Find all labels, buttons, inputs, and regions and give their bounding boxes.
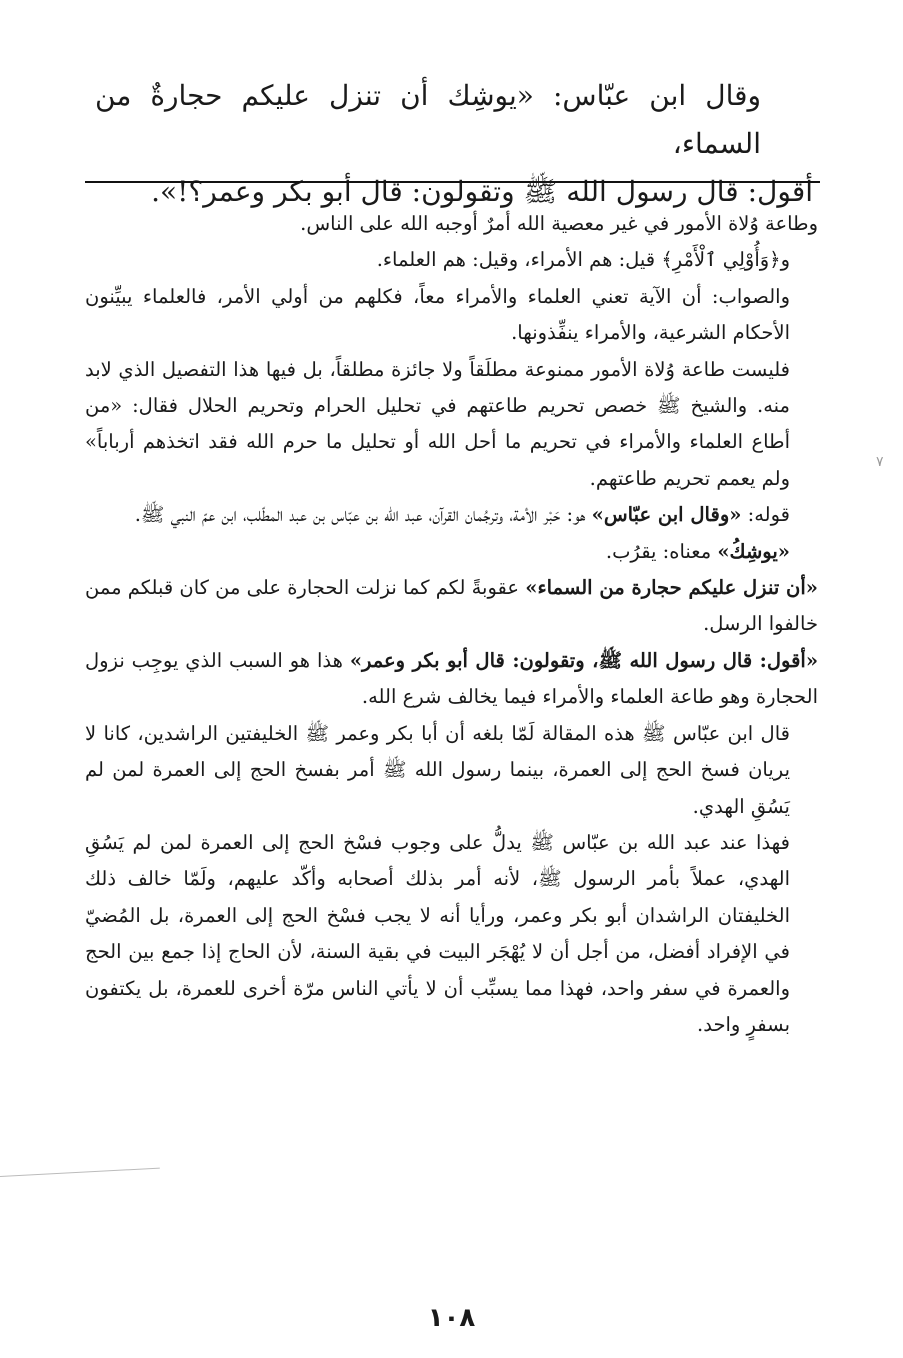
scan-artifact-line	[0, 1168, 160, 1177]
paragraph-6-text: معناه: يقرُب.	[605, 539, 718, 563]
paragraph-7	[85, 570, 818, 643]
margin-annotation: ٧	[876, 454, 884, 470]
paragraph-5-text: هو: حَبْر الأمة، وترجُمان القرآن، عبد الله بن عبّاس بن عبد المطّلب، ابن عمّ النبي ﷺ.	[134, 503, 592, 527]
paragraph-9: قال ابن عبّاس ﷺ هذه المقالة لَمّا بلغه أن أبا بكر وعمر ﷺ الخليفتين الراشدين، كانا لا يريان فسخ الحج إلى العمرة، بينما رسول الله ﷺ أمر بفسخ الحج إلى العمرة لمن لم يَسُقِ الهدي.	[85, 721, 790, 818]
paragraph-2: و﴿وَأُوْلِي ٱلْأَمْرِ﴾ قيل: هم الأمراء، وقيل: هم العلماء.	[376, 248, 790, 272]
commentary-body	[85, 206, 818, 1043]
quote-line-1: وقال ابن عبّاس: «يوشِك أن تنزل عليكم حجارةٌ من السماء،	[95, 79, 761, 160]
quoted-text-block	[95, 72, 813, 216]
paragraph-8-lemma: «أقول: قال رسول الله ﷺ، وتقولون: قال أبو بكر وعمر»	[349, 648, 819, 672]
paragraph-10: فهذا عند عبد الله بن عبّاس ﷺ يدلُّ على وجوب فسْخ الحج إلى العمرة لمن لم يَسُقِ الهدي، عملاً بأمر الرسول ﷺ، لأنه أمر بذلك أصحابه وأكّد عليهم، ولَمّا خالف ذلك الخليفتان الراشدان أبو بكر وعمر، ورأيا أنه لا يجب فسْخ الحج إلى العمرة، بل المُضيّ في الإفراد أفضل، من أجل أن لا يُهْجَر البيت في بقية السنة، لأن الحاج إذا جمع بين الحج والعمرة في سفر واحد، فهذا مما يسبِّب أن لا يأتي الناس مرّة أخرى للعمرة، بل يكتفون بسفرٍ واحد.	[85, 830, 790, 1036]
paragraph-4: فليست طاعة وُلاة الأمور ممنوعة مطلَقاً ولا جائزة مطلقاً، بل فيها هذا التفصيل الذي لابد منه. والشيخ ﷺ خصص تحريم طاعتهم في تحليل الحرام وتحريم الحلال فقال: «من أطاع العلماء والأمراء في تحريم ما أحل الله أو تحليل ما حرم الله فقد اتخذهم أرباباً» ولم يعمم تحريم طاعتهم.	[85, 357, 790, 490]
paragraph-6	[85, 534, 818, 570]
paragraph-7-text: عقوبةً لكم كما نزلت الحجارة على من كان قبلكم ممن خالفوا الرسل.	[85, 576, 818, 636]
quote-line-2: أقول: قال رسول الله ﷺ وتقولون: قال أبو بكر وعمر؟!».	[151, 175, 813, 208]
paragraph-8	[85, 643, 818, 716]
paragraph-5-prefix: قوله:	[741, 503, 790, 527]
page-number: ١٠٨	[427, 1303, 476, 1333]
paragraph-5-lemma: «وقال ابن عبّاس»	[591, 503, 742, 527]
paragraph-6-lemma: «يوشِكُ»	[717, 539, 790, 563]
paragraph-5	[85, 497, 818, 533]
separator-rule	[85, 181, 820, 183]
paragraph-1: وطاعة وُلاة الأمور في غير معصية الله أمرٌ أوجبه الله على الناس.	[300, 212, 818, 235]
paragraph-7-lemma: «أن تنزل عليكم حجارة من السماء»	[525, 576, 818, 600]
paragraph-3: والصواب: أن الآية تعني العلماء والأمراء معاً، فكلهم من أولي الأمر، فالعلماء يبيِّنون الأحكام الشرعية، والأمراء ينفِّذونها.	[85, 284, 790, 345]
paragraph-8-text: هذا هو السبب الذي يوجِب نزول الحجارة وهو طاعة العلماء والأمراء فيما يخالف شرع الله.	[85, 648, 818, 709]
